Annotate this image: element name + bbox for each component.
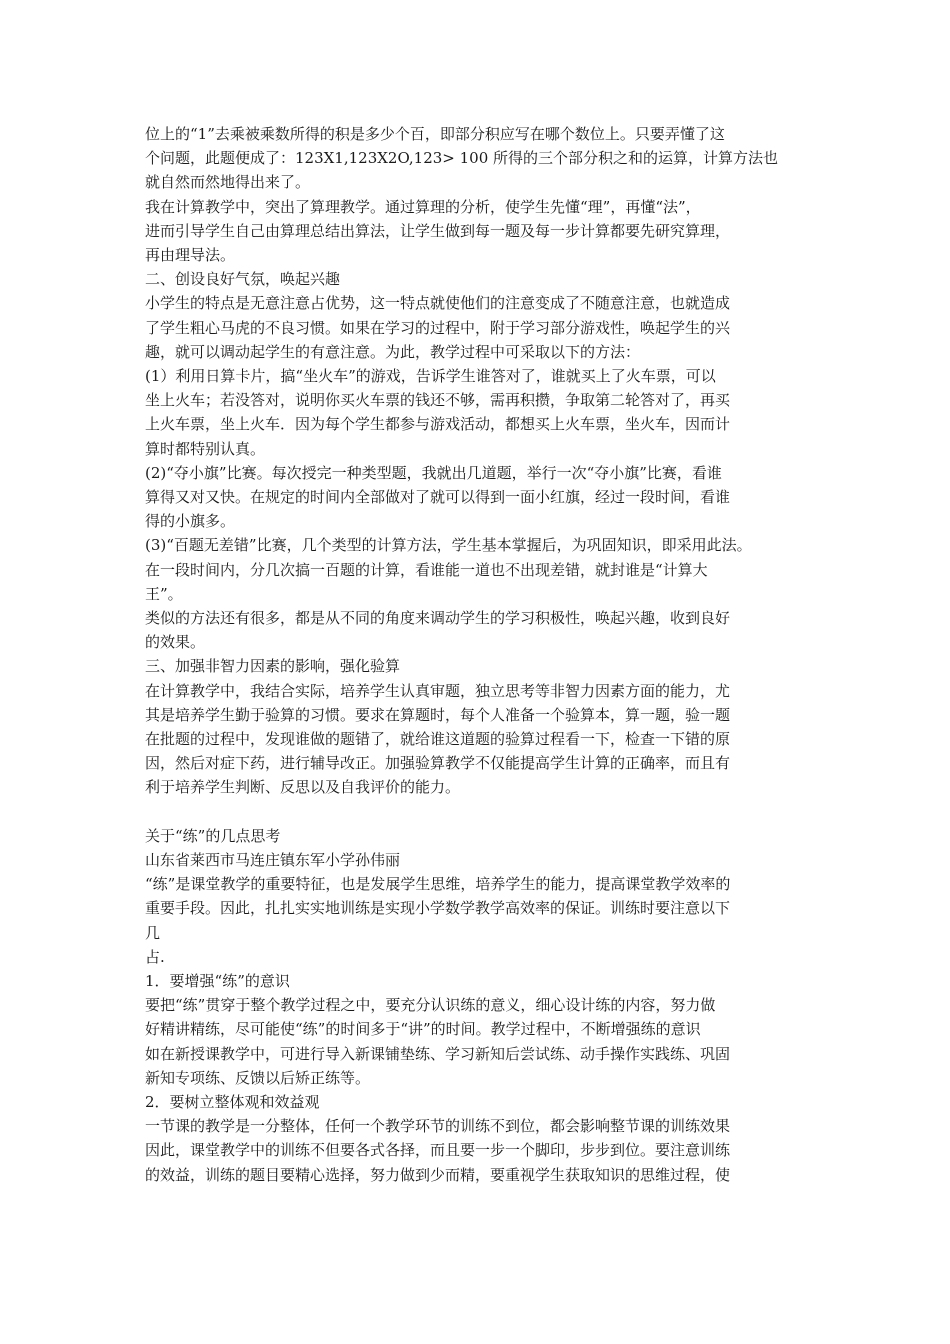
text-line: 进而引导学生自己由算理总结出算法，让学生做到每一题及每一步计算都要先研究算理， xyxy=(145,221,731,240)
text-line: 新知专项练、反馈以后矫正练等。 xyxy=(145,1068,371,1087)
text-line: 个问题，此题便成了：123X1,123X2O,123> 100 所得的三个部分积之和的运算，计算方法也 xyxy=(145,149,779,168)
text-line: 因此，课堂教学中的训练不但要各式各择，而且要一步一个脚印，步步到位。要注意训练 xyxy=(145,1141,731,1160)
text-line: 好精讲精练，尽可能使“练”的时间多于“讲”的时间。教学过程中，不断增强练的意识 xyxy=(145,1020,701,1039)
text-line: (3)“百题无差错”比赛，几个类型的计算方法，学生基本掌握后，为巩固知识，即采用此法。 xyxy=(145,536,752,555)
text-line: 王”。 xyxy=(145,584,183,603)
section-block-1 xyxy=(145,122,810,800)
text-line: 在批题的过程中，发现谁做的题错了，就给谁这道题的验算过程看一下，检查一下错的原 xyxy=(145,730,731,749)
text-line: 了学生粗心马虎的不良习惯。如果在学习的过程中，附于学习部分游戏性，唤起学生的兴 xyxy=(145,318,731,337)
text-line: 几 xyxy=(145,923,161,942)
text-line: 得的小旗多。 xyxy=(145,512,236,531)
text-line: 如在新授课教学中，可进行导入新课铺垫练、学习新知后尝试练、动手操作实践练、巩固 xyxy=(145,1044,731,1063)
text-line: “练”是课堂教学的重要特征，也是发展学生思维，培养学生的能力，提高课堂教学效率的 xyxy=(145,875,731,894)
text-line: (2)“夺小旗”比赛。每次授完一种类型题，我就出几道题，举行一次“夺小旗”比赛，看谁 xyxy=(145,463,722,482)
text-line: 上火车票，坐上火车．因为每个学生都参与游戏活动，都想买上火车票，坐火车，因而计 xyxy=(145,415,731,434)
section-heading: 2．要树立整体观和效益观 xyxy=(145,1092,320,1111)
text-line: 就自然而然地得出来了。 xyxy=(145,173,311,192)
document-page xyxy=(145,122,810,1187)
text-line: 类似的方法还有很多，都是从不同的角度来调动学生的学习积极性，唤起兴趣，收到良好 xyxy=(145,609,731,628)
section-heading: 三、加强非智力因素的影响，强化验算 xyxy=(145,657,401,676)
text-line: 其是培养学生勤于验算的习惯。要求在算题时，每个人准备一个验算本，算一题，验一题 xyxy=(145,705,731,724)
text-line: 算得又对又快。在规定的时间内全部做对了就可以得到一面小红旗，经过一段时间，看谁 xyxy=(145,488,731,507)
text-line: (1）利用日算卡片，搞“坐火车”的游戏，告诉学生谁答对了，谁就买上了火车票，可以 xyxy=(145,367,716,386)
text-line: 要把“练”贯穿于整个教学过程之中，要充分认识练的意义，细心设计练的内容，努力做 xyxy=(145,996,716,1015)
section-heading: 1．要增强“练”的意识 xyxy=(145,971,290,990)
text-line: 在一段时间内，分几次搞一百题的计算，看谁能一道也不出现差错，就封谁是“计算大 xyxy=(145,560,708,579)
text-line: 一节课的教学是一分整体，任何一个教学环节的训练不到位，都会影响整节课的训练效果 xyxy=(145,1117,731,1136)
text-line: 重要手段。因此，扎扎实实地训练是实现小学数学教学高效率的保证。训练时要注意以下 xyxy=(145,899,731,918)
text-line: 我在计算教学中，突出了算理教学。通过算理的分析，使学生先懂“理”，再懂“法”， xyxy=(145,197,701,216)
text-line: 再由理导法。 xyxy=(145,246,236,265)
article-author: 山东省莱西市马连庄镇东军小学孙伟丽 xyxy=(145,850,401,869)
text-line: 占. xyxy=(145,947,165,966)
text-line: 算时都特别认真。 xyxy=(145,439,266,458)
section-block-2 xyxy=(145,824,810,1187)
text-line: 小学生的特点是无意注意占优势，这一特点就使他们的注意变成了不随意注意，也就造成 xyxy=(145,294,731,313)
text-line: 的效果。 xyxy=(145,633,206,652)
article-title: 关于“练”的几点思考 xyxy=(145,826,281,845)
text-line: 因，然后对症下药，进行辅导改正。加强验算教学不仅能提高学生计算的正确率，而且有 xyxy=(145,754,731,773)
paragraph-gap xyxy=(145,800,810,824)
section-heading: 二、创设良好气氛，唤起兴趣 xyxy=(145,270,341,289)
text-line: 趣，就可以调动起学生的有意注意。为此，教学过程中可采取以下的方法： xyxy=(145,342,641,361)
text-line: 利于培养学生判断、反思以及自我评价的能力。 xyxy=(145,778,461,797)
text-line: 坐上火车；若没答对，说明你买火车票的钱还不够，需再积攒，争取第二轮答对了，再买 xyxy=(145,391,731,410)
text-line: 位上的“1”去乘被乘数所得的积是多少个百，即部分积应写在哪个数位上。只要弄懂了这 xyxy=(145,125,725,143)
text-line: 在计算教学中，我结合实际，培养学生认真审题，独立思考等非智力因素方面的能力，尤 xyxy=(145,681,731,700)
text-line: 的效益，训练的题目要精心选择，努力做到少而精，要重视学生获取知识的思维过程，使 xyxy=(145,1165,731,1184)
